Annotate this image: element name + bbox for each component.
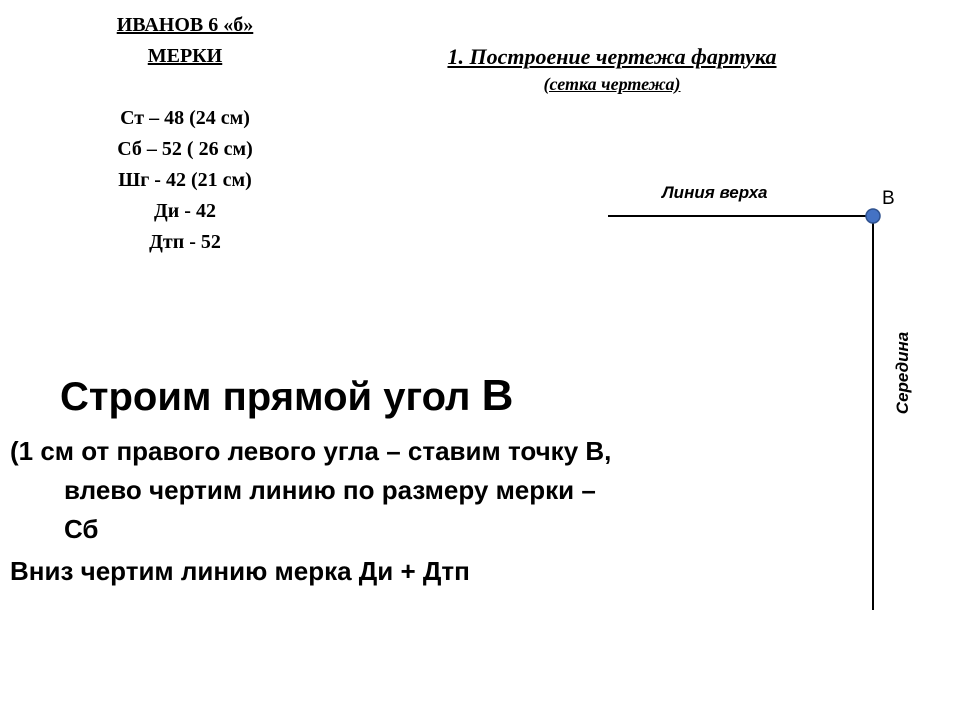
point-b-marker — [866, 209, 880, 223]
center-line-label: Середина — [893, 331, 912, 415]
instruction-paragraph: (1 см от правого левого угла – ставим точку В, влево чертим линию по размеру мерки – Сб — [10, 436, 612, 544]
heading-text: Строим прямой угол — [60, 375, 482, 419]
point-b-label: В — [882, 188, 895, 209]
measurements-block — [60, 10, 310, 258]
instruction-heading — [60, 368, 513, 425]
page-subtitle: (сетка чертежа) — [543, 74, 681, 94]
instruction-line-2: Вниз чертим линию мерка Ди + Дтп — [10, 556, 470, 586]
measurement-item-shg: Шг - 42 (21 см) — [118, 169, 252, 191]
measurement-item-di: Ди - 42 — [154, 200, 216, 222]
top-line-label: Линия верха — [662, 183, 768, 202]
measurements-header: МЕРКИ — [147, 45, 223, 67]
spacer — [60, 72, 310, 103]
measurement-item-dtp: Дтп - 52 — [149, 231, 221, 253]
title-block — [362, 42, 862, 96]
measurement-item-st: Ст – 48 (24 см) — [120, 107, 250, 129]
student-name: ИВАНОВ 6 «б» — [116, 14, 254, 36]
measurement-item-sb: Сб – 52 ( 26 см) — [117, 138, 253, 160]
page-title: 1. Построение чертежа фартука — [447, 44, 777, 69]
heading-letter: В — [481, 371, 514, 420]
